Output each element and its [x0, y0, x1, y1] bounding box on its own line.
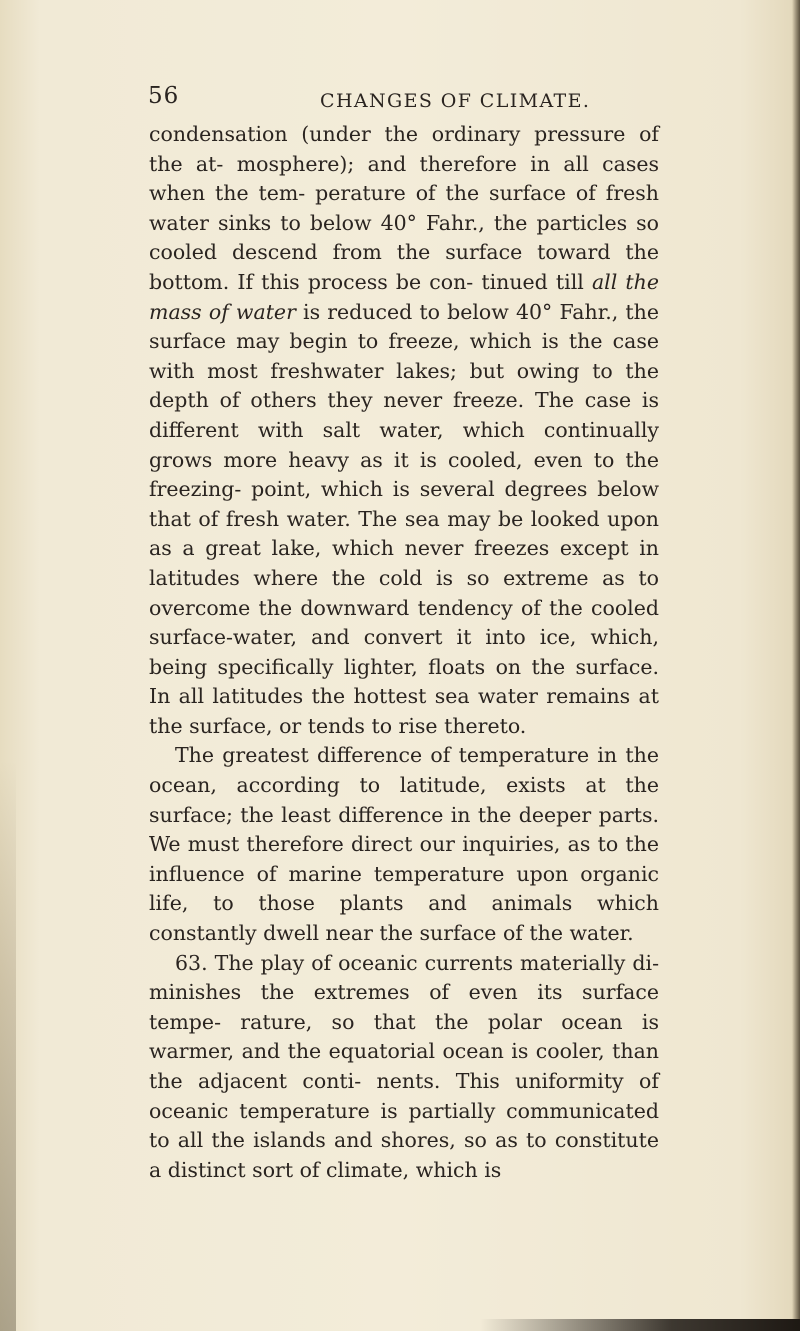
paragraph-1-text-b: is reduced to below 40° Fahr., the surface may begin to freeze, which is the case with most freshwater lakes; but owing to the depth of others they never freeze. The case is different with salt water, which continually grows more heavy as it is cooled, even to the freezing- point, which is several degrees below that of fresh water. The sea may be looked upon as a great lake, which never freezes except in latitudes where the cold is so extreme as to overcome the downward tendency of the cooled surface-water, and convert it into ice, which, being specifically lighter, floats on the surface. In all latitudes the hottest sea water remains at the surface, or tends to rise thereto.: [149, 299, 659, 738]
running-title: CHANGES OF CLIMATE.: [320, 90, 591, 112]
binding-edge: [792, 0, 800, 1331]
paragraph-1: [149, 120, 659, 741]
bottom-edge-shadow: [480, 1319, 800, 1331]
paragraph-1-italic: all the mass of water: [149, 269, 659, 324]
page-edge-shadow: [0, 760, 16, 1331]
paragraph-3: 63. The play of oceanic currents materially di- minishes the extremes of even its surface tempe- rature, so that the polar ocean is warmer, and the equatorial ocean is cooler, than the adjacent conti- nents. This uniformity of oceanic temperature is partially communicated to all the islands and shores, so as to constitute a distinct sort of climate, which is: [149, 950, 659, 1182]
paragraph-1-text-a: condensation (under the ordinary pressure of the at- mosphere); and therefore in all cases when the tem- perature of the surface of fresh water sinks to below 40° Fahr., the particles so cooled descend from the surface toward the bottom. If this process be con- tinued till: [149, 122, 659, 294]
body-text: [149, 120, 659, 1185]
page-number: 56: [148, 83, 180, 109]
paragraph-2: The greatest difference of temperature in the ocean, according to latitude, exists at the surface; the least difference in the deeper parts. We must therefore direct our inquiries, as to the influence of marine temperature upon organic life, to those plants and animals which constantly dwell near the surface of the water.: [149, 743, 659, 946]
